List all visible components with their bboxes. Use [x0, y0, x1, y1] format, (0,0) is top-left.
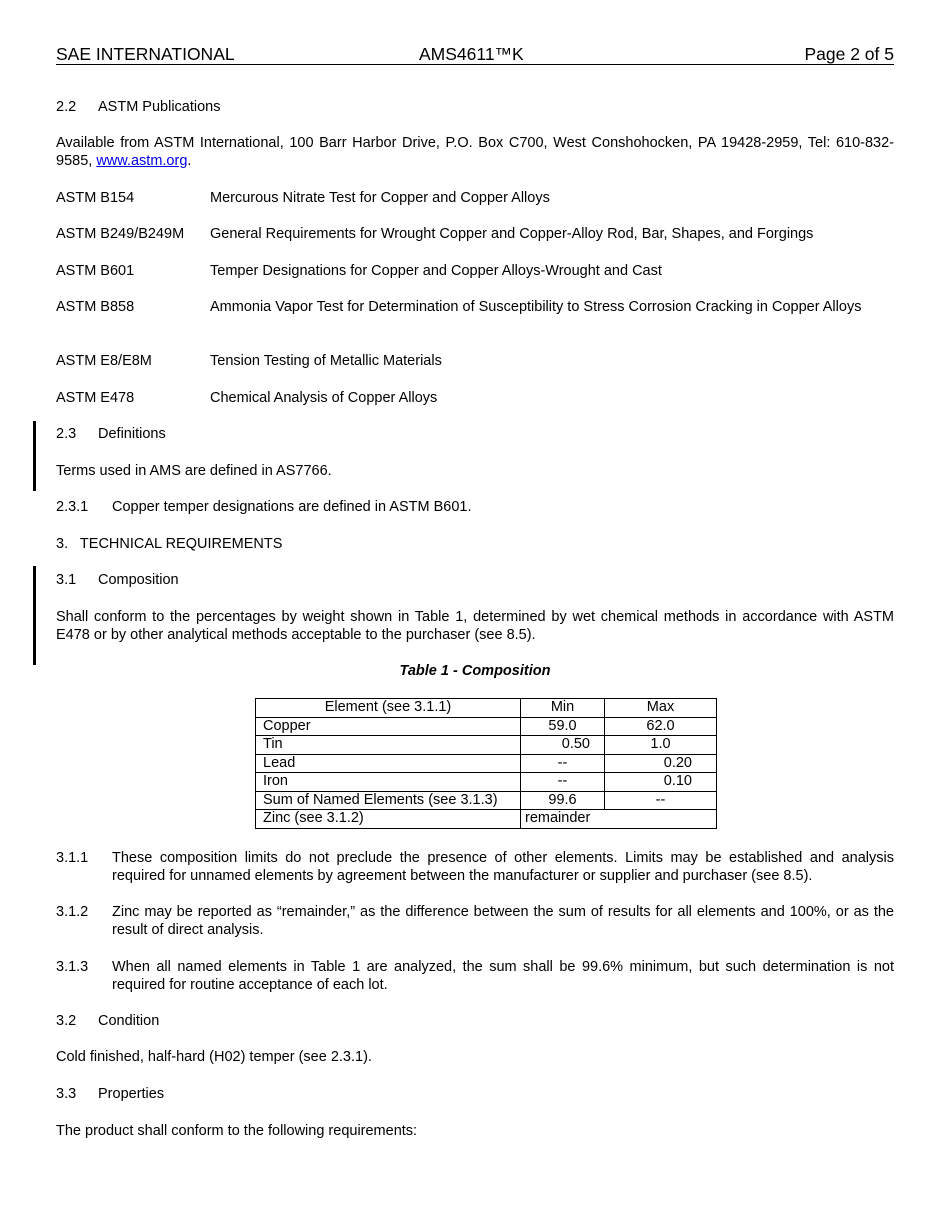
section-number: 2.3: [56, 426, 77, 442]
reference-code: ASTM B601: [56, 263, 135, 279]
condition-paragraph: Cold finished, half-hard (H02) temper (see 2.3.1).: [56, 1049, 372, 1065]
table-row: [256, 773, 717, 792]
table-row: [256, 791, 717, 810]
table-cell: 1.0: [605, 736, 717, 755]
properties-paragraph: The product shall conform to the following requirements:: [56, 1123, 418, 1139]
reference-item: [56, 298, 894, 334]
section-title: Definitions: [98, 426, 166, 442]
reference-code: ASTM B154: [56, 190, 135, 206]
reference-item: [56, 389, 894, 407]
table-cell: --: [521, 773, 605, 792]
composition-paragraph: Shall conform to the percentages by weight shown in Table 1, determined by wet chemical methods in accordance with ASTM E478 or by other analytical methods acceptable to the purchaser (see 8.5).: [56, 609, 894, 643]
table-cell: 0.20: [605, 754, 717, 773]
reference-title: Ammonia Vapor Test for Determination of Susceptibility to Stress Corrosion Cracking in Copper Alloys: [210, 299, 862, 315]
reference-title: Tension Testing of Metallic Materials: [210, 353, 442, 369]
reference-item: [56, 262, 894, 280]
reference-title: Mercurous Nitrate Test for Copper and Copper Alloys: [210, 190, 550, 206]
section-heading-3-3: [56, 1085, 894, 1103]
note-item: [56, 903, 894, 939]
note-item: [56, 958, 894, 994]
astm-availability-paragraph: Available from ASTM International, 100 Barr Harbor Drive, P.O. Box C700, West Conshohocken, PA 19428-2959, Tel: 610-832-9585, www.astm.org.: [56, 135, 894, 169]
table-cell: --: [605, 791, 717, 810]
table-cell: 62.0: [605, 717, 717, 736]
table-cell: 0.10: [605, 773, 717, 792]
section-2-3-1: [56, 498, 894, 516]
section-title: Properties: [98, 1086, 165, 1102]
section-title: ASTM Publications: [98, 99, 221, 115]
section-text: Copper temper designations are defined in ASTM B601.: [112, 499, 472, 515]
section-number: 3.2: [56, 1013, 77, 1029]
note-text: When all named elements in Table 1 are analyzed, the sum shall be 99.6% minimum, but such determination is not required for routine acceptance of each lot.: [112, 959, 894, 993]
section-title: Condition: [98, 1013, 160, 1029]
reference-code: ASTM E478: [56, 390, 135, 406]
section-heading-3: 3. TECHNICAL REQUIREMENTS: [56, 536, 283, 552]
definitions-paragraph: Terms used in AMS are defined in AS7766.: [56, 463, 332, 479]
table-cell: remainder: [521, 810, 717, 829]
running-header: [56, 44, 894, 65]
composition-table: [255, 698, 717, 829]
section-number: 3.3: [56, 1086, 77, 1102]
note-text: Zinc may be reported as “remainder,” as the difference between the sum of results for all elements and 100%, or as the result of direct analysis.: [112, 904, 894, 938]
reference-code: ASTM E8/E8M: [56, 353, 152, 369]
section-number: 3.1: [56, 572, 77, 588]
table-caption: Table 1 - Composition: [399, 663, 551, 679]
table-row: [256, 754, 717, 773]
table-cell: --: [521, 754, 605, 773]
note-number: 3.1.3: [56, 959, 89, 975]
table-cell: Copper: [256, 717, 521, 736]
change-bar: [33, 421, 36, 491]
table-header-cell: Element (see 3.1.1): [256, 699, 521, 718]
reference-item: [56, 189, 894, 207]
reference-title: General Requirements for Wrought Copper and Copper-Alloy Rod, Bar, Shapes, and Forgings: [210, 226, 814, 242]
section-number: 2.3.1: [56, 499, 89, 515]
table-header-cell: Min: [521, 699, 605, 718]
header-page-number: Page 2 of 5: [804, 44, 894, 64]
table-row: [256, 810, 717, 829]
reference-code: ASTM B249/B249M: [56, 226, 185, 242]
table-header-row: [256, 699, 717, 718]
section-heading-2-3: [56, 425, 894, 443]
section-heading-3-2: [56, 1012, 894, 1030]
table-cell: 99.6: [521, 791, 605, 810]
table-row: [256, 736, 717, 755]
table-cell: 59.0: [521, 717, 605, 736]
note-number: 3.1.2: [56, 904, 89, 920]
reference-title: Temper Designations for Copper and Copper Alloys-Wrought and Cast: [210, 263, 662, 279]
table-cell: 0.50: [521, 736, 605, 755]
table-cell: Tin: [256, 736, 521, 755]
table-cell: Zinc (see 3.1.2): [256, 810, 521, 829]
table-row: [256, 717, 717, 736]
note-number: 3.1.1: [56, 850, 89, 866]
reference-item: [56, 225, 894, 243]
table-cell: Iron: [256, 773, 521, 792]
reference-item: [56, 352, 894, 370]
section-number: 2.2: [56, 99, 77, 115]
reference-title: Chemical Analysis of Copper Alloys: [210, 390, 438, 406]
table-cell: Sum of Named Elements (see 3.1.3): [256, 791, 521, 810]
change-bar: [33, 566, 36, 665]
header-doc-id: AMS4611™K: [419, 44, 524, 64]
note-item: [56, 849, 894, 885]
section-heading-2-2: [56, 98, 894, 116]
section-heading-3-1: [56, 571, 894, 589]
header-org: SAE INTERNATIONAL: [56, 44, 235, 64]
reference-code: ASTM B858: [56, 299, 135, 315]
note-text: These composition limits do not preclude the presence of other elements. Limits may be established and analysis required for unnamed elements by agreement between the manufacturer or supplier and purchaser (see 8.5).: [112, 850, 894, 884]
table-cell: Lead: [256, 754, 521, 773]
astm-website-link[interactable]: www.astm.org: [96, 153, 188, 169]
section-title: Composition: [98, 572, 179, 588]
table-header-cell: Max: [605, 699, 717, 718]
